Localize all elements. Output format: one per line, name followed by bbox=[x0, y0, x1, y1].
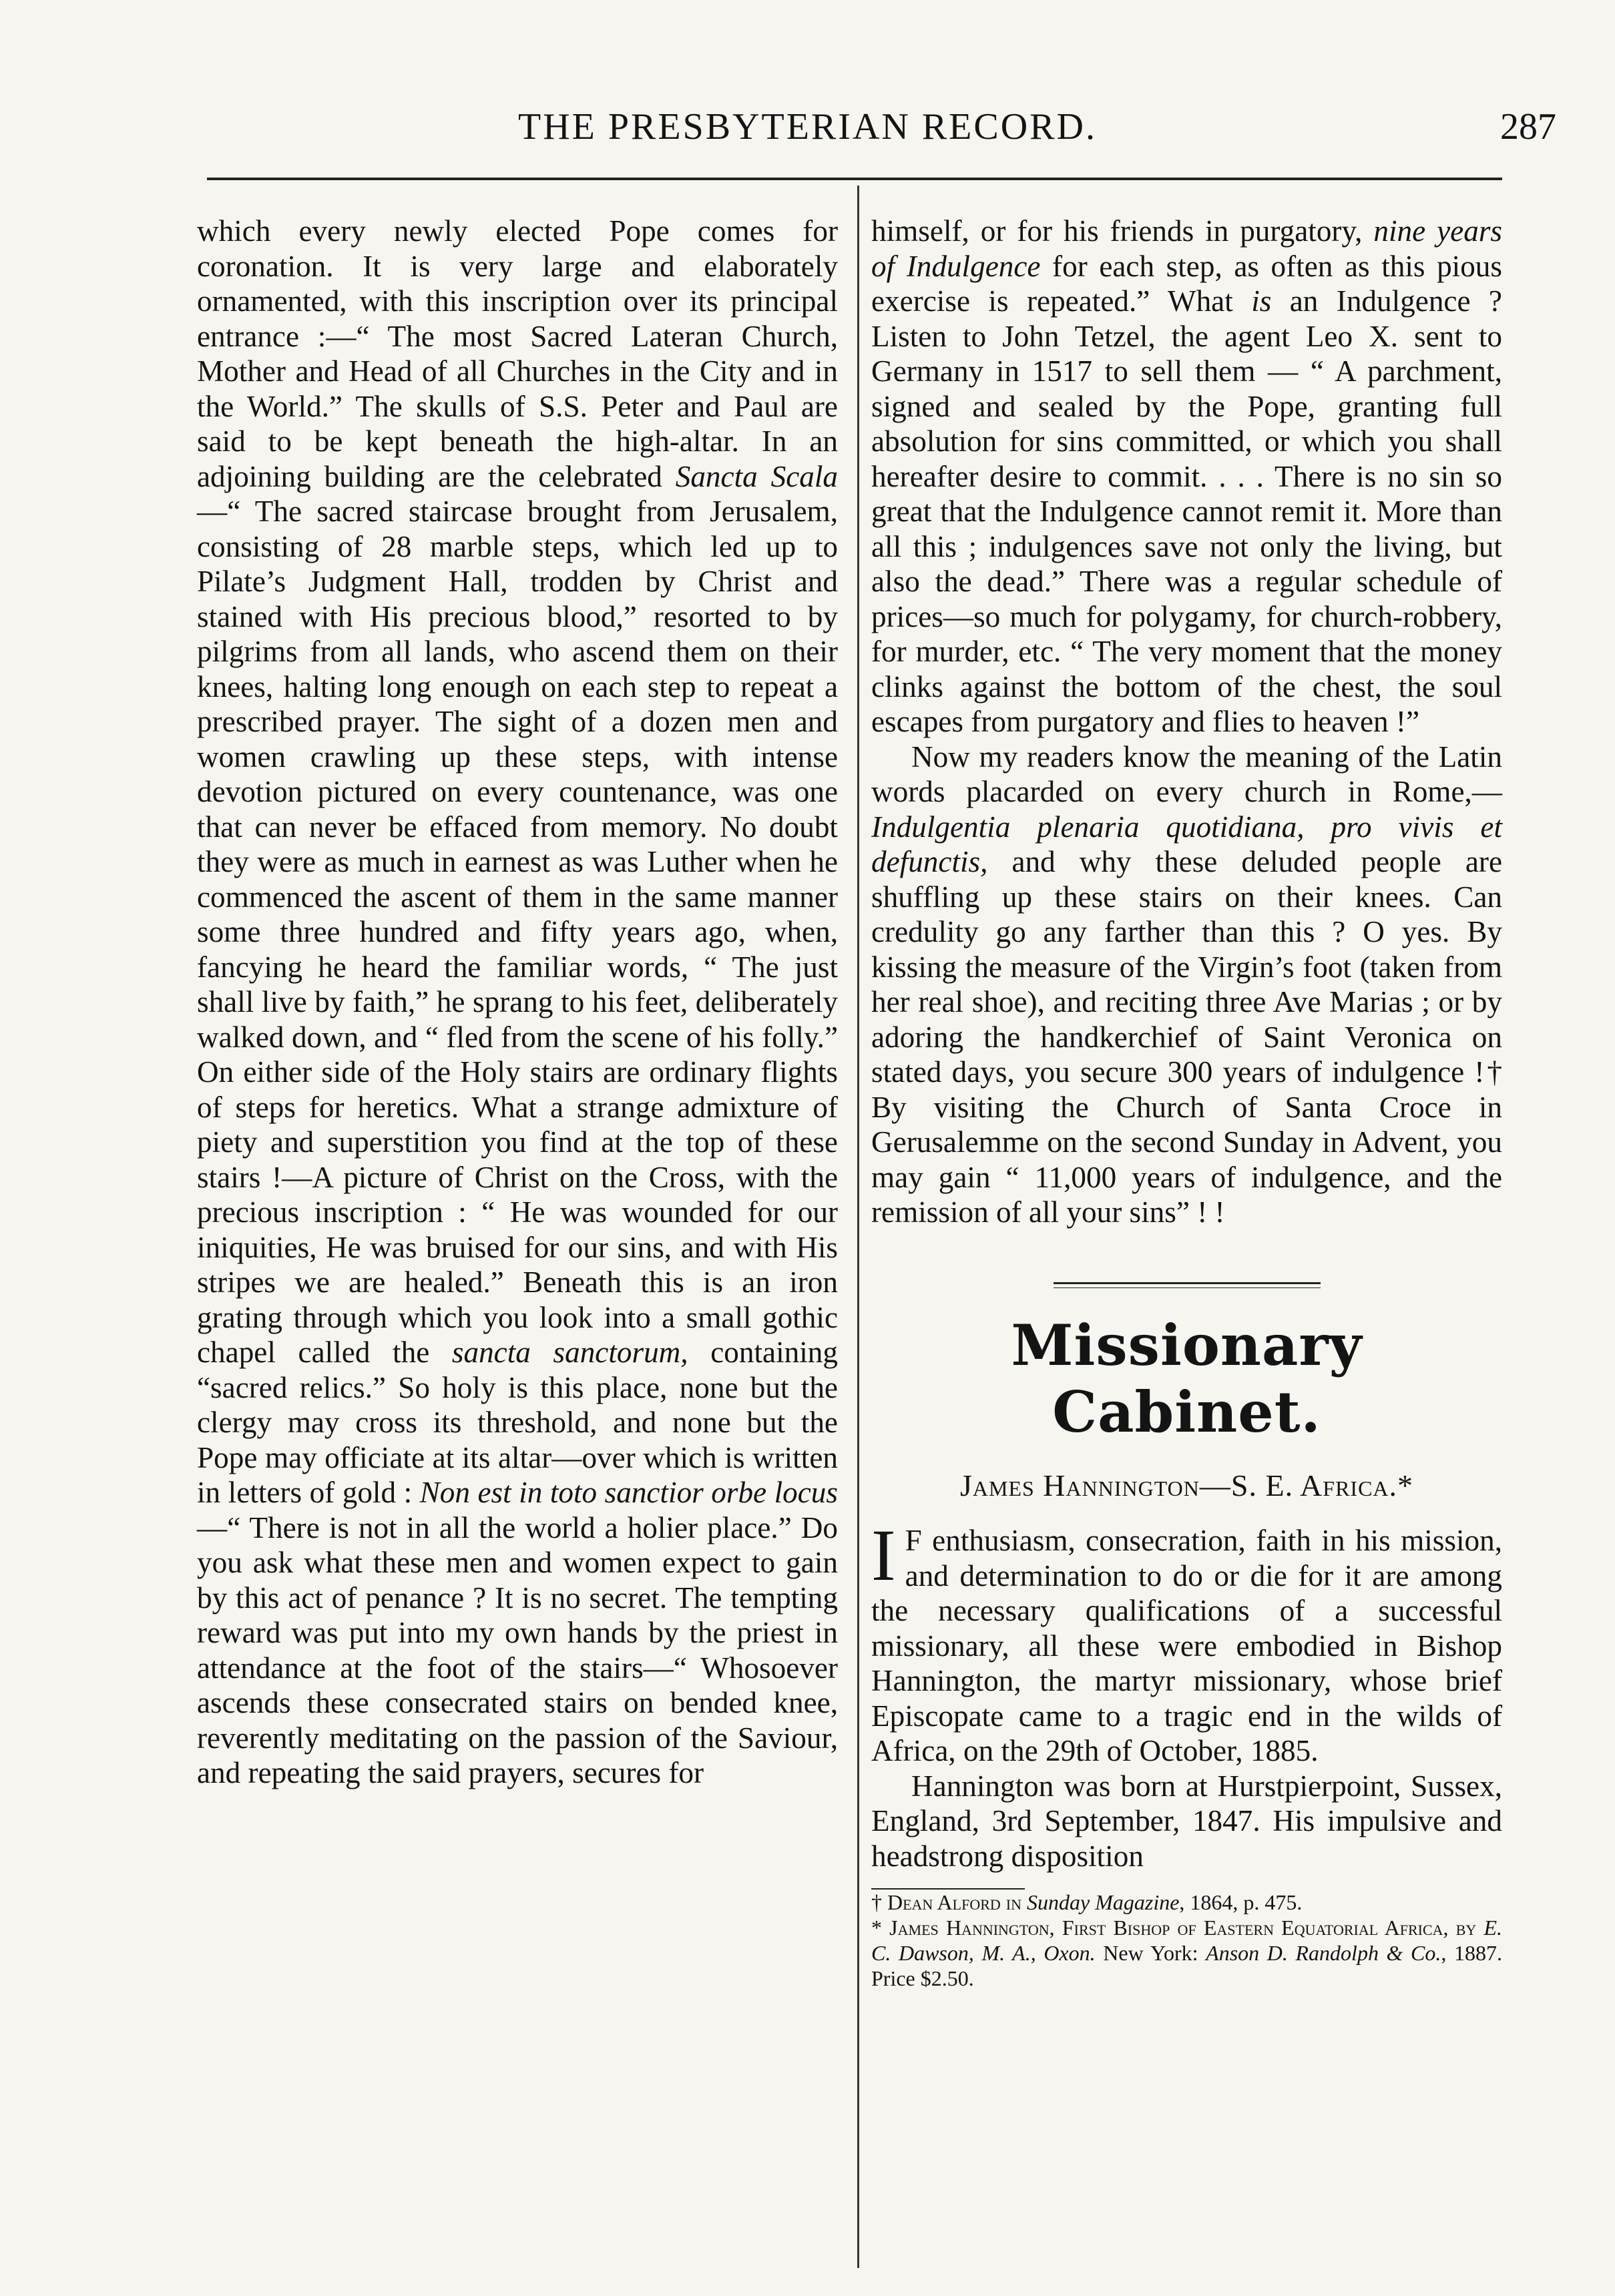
italic-run: Sunday Magazine bbox=[1027, 1890, 1180, 1914]
footnote-1 bbox=[871, 1890, 1502, 1915]
text-run: which every newly elected Pope comes for coronation. It is very large and elaborately ornamented, with this inscription over its principal entrance :—“ The most Sacred Lateran Church, Mother and Head of all Churches in the City and in the World.” The skulls of S.S. Peter and Paul are said to be kept beneath the high-altar. In an adjoining building are the celebrated bbox=[197, 214, 838, 493]
text-run: , 1864, p. 475. bbox=[1179, 1890, 1303, 1914]
text-run: , 1887. Price $2.50. bbox=[871, 1941, 1503, 1990]
section-title: Missionary Cabinet. bbox=[1011, 1312, 1363, 1445]
italic-run: sancta sanctorum, bbox=[451, 1336, 688, 1369]
right-paragraph-1 bbox=[871, 214, 1502, 740]
left-column bbox=[197, 214, 838, 1791]
page-number: 287 bbox=[1500, 106, 1556, 148]
text-run: containing “sacred relics.” So holy is this place, none but the clergy may cross its threshold, and none but the Pope may officiate at its altar—over which is written in letters of gold : bbox=[197, 1336, 838, 1509]
text-run: himself, or for his friends in purgatory, bbox=[871, 214, 1374, 248]
text-run: and why these deluded people are shuffling up these stairs on their knees. Can credulity go any farther than this ? O yes. By kissing the measure of the Virgin’s foot (taken from her real shoe), and reciting three Ave Marias ; or by adoring the handkerchief of Saint Veronica on stated days, you secure 300 years of indulgence !† By visiting the Church of Santa Croce in Gerusalemme on the second Sunday in Advent, you may gain “ 11,000 years of indulgence, and the remission of all your sins” ! ! bbox=[871, 845, 1502, 1229]
right-paragraph-2 bbox=[871, 740, 1502, 1230]
article-title: James Hannington—S. E. Africa.* bbox=[959, 1468, 1414, 1502]
page-title: THE PRESBYTERIAN RECORD. bbox=[518, 106, 1097, 148]
left-paragraph bbox=[197, 214, 838, 1791]
footnote-2 bbox=[871, 1915, 1502, 1991]
italic-run: nine years of Indulgence bbox=[871, 214, 1502, 283]
article-paragraph-2: Hannington was born at Hurstpierpoint, Sussex, England, 3rd September, 1847. His impulsive and headstrong disposition bbox=[871, 1769, 1502, 1873]
text-run: an Indulgence ? Listen to John Tetzel, the agent Leo X. sent to Germany in 1517 to sell them — “ A parchment, signed and sealed by the Pope, granting full absolution for sins committed, or which you shall hereafter desire to commit. . . . There is no sin so great that the Indulgence cannot remit it. More than all this ; indulgences save not only the living, but also the dead.” There was a regular schedule of prices—so much for polygamy, for church-robbery, for murder, etc. “ The very moment that the money clinks against the bottom of the chest, the soul escapes from purgatory and flies to heaven !” bbox=[871, 284, 1502, 738]
text-run: F enthusiasm, consecration, faith in his mission, and determination to do or die for it are among the necessary qualifications of a successful missionary, all these were embodied in Bishop Hannington, the martyr missionary, whose brief Episcopate came to a tragic end in the wilds of Africa, on the 29th of October, 1885. bbox=[871, 1524, 1502, 1767]
italic-run: Indulgentia plenaria quotidiana, pro vivis et defunctis, bbox=[871, 810, 1502, 878]
article-paragraph-1 bbox=[871, 1514, 1502, 1769]
header-rule bbox=[207, 178, 1502, 180]
section-divider bbox=[1054, 1282, 1321, 1288]
column-divider bbox=[857, 186, 859, 2268]
italic-run: is bbox=[1251, 284, 1272, 318]
text-run: Now my readers know the meaning of the Latin words placarded on every church in Rome,— bbox=[871, 740, 1502, 808]
italic-run: E. C. Dawson, M. A., Oxon. bbox=[871, 1916, 1502, 1965]
text-run: —“ There is not in all the world a holier place.” Do you ask what these men and women expect to gain by this act of penance ? It is no secret. The tempting reward was put into my own hands by the priest in attendance at the foot of the stairs—“ Whosoever ascends these consecrated stairs on bended knee, reverently meditating on the passion of the Saviour, and repeating the said prayers, secures for bbox=[197, 1510, 838, 1789]
right-column bbox=[871, 214, 1502, 1991]
text-run: —“ The sacred staircase brought from Jerusalem, consisting of 28 marble steps, which led up to Pilate’s Judgment Hall, trodden by Christ and stained with His precious blood,” resorted to by pilgrims from all lands, who ascend them on their knees, halting long enough on each step to repeat a prescribed prayer. The sight of a dozen men and women crawling up these steps, with intense devotion pictured on every countenance, was one that can never be effaced from memory. No doubt they were as much in earnest as was Luther when he commenced the ascent of them in the same manner some three hundred and fifty years ago, when, fancying he heard the familiar words, “ The just shall live by faith,” he sprang to his feet, deliberately walked down, and “ fled from the scene of his folly.” On either side of the Holy stairs are ordinary flights of steps for heretics. What a strange admixture of piety and superstition you find at the top of these stairs !—A picture of Christ on the Cross, with the precious inscription : “ He was wounded for our iniquities, He was bruised for our sins, and with His stripes we are healed.” Beneath this is an iron grating through which you look into a small gothic chapel called the bbox=[197, 495, 838, 1369]
drop-cap: I bbox=[871, 1514, 896, 1596]
italic-run: Non est in toto sanctior orbe locus bbox=[419, 1476, 838, 1509]
text-run: for each step, as often as this pious exercise is repeated.” What bbox=[871, 249, 1502, 318]
text-run: * James Hannington, First Bishop of Eastern Equatorial Africa, by bbox=[871, 1916, 1484, 1940]
text-run: † Dean Alford in bbox=[871, 1890, 1027, 1914]
italic-run: Anson D. Randolph & Co. bbox=[1206, 1941, 1441, 1965]
italic-run: Sancta Scala bbox=[675, 459, 838, 493]
text-run: New York: bbox=[1095, 1941, 1206, 1965]
